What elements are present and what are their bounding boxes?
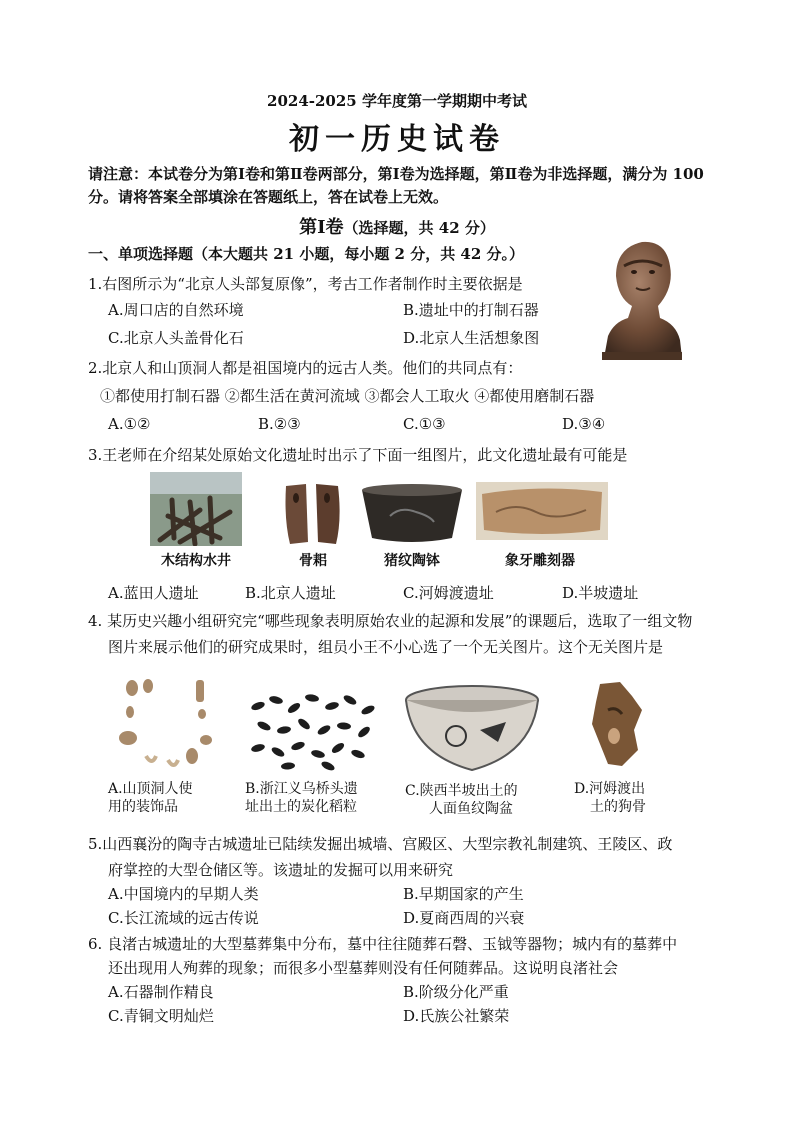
q5-stem-line1: 5.山西襄汾的陶寺古城遗址已陆续发掘出城墙、宫殿区、大型宗教礼制建筑、王陵区、政 xyxy=(88,835,673,853)
part-heading: 一、单项选择题（本大题共 21 小题，每小题 2 分，共 42 分。） xyxy=(88,245,525,263)
q5-option-c: C.长江流域的远古传说 xyxy=(108,909,259,927)
carbonized-rice-image xyxy=(244,686,382,772)
q2-items: ①都使用打制石器 ②都生活在黄河流域 ③都会人工取火 ④都使用磨制石器 xyxy=(100,387,595,405)
q3-caption-bowl: 猪纹陶钵 xyxy=(384,553,440,569)
q6-stem-line1: 6. 良渚古城遗址的大型墓葬集中分布，墓中往往随葬石磬、玉钺等器物；城内有的墓葬中 xyxy=(88,935,678,953)
peking-man-bust-image xyxy=(600,236,684,360)
section-title-text: 第Ⅰ卷 xyxy=(299,217,344,238)
q4-stem-line1: 4. 某历史兴趣小组研究完“哪些现象表明原始农业的起源和发展”的课题后，选取了一组文物 xyxy=(88,612,693,630)
pig-pottery-bowl-image xyxy=(360,482,464,546)
q3-option-a: A.蓝田人遗址 xyxy=(108,584,199,602)
q4-caption-a-line2: 用的装饰品 xyxy=(108,799,178,815)
q4-caption-d-line1: D.河姆渡出 xyxy=(574,781,646,797)
q3-caption-ivory: 象牙雕刻器 xyxy=(505,553,575,569)
q4-caption-b-line1: B.浙江义乌桥头遗 xyxy=(245,781,358,797)
q5-option-a: A.中国境内的早期人类 xyxy=(108,885,259,903)
q2-option-b: B.②③ xyxy=(258,415,301,433)
q5-option-d: D.夏商西周的兴衰 xyxy=(403,909,525,927)
q3-stem: 3.王老师在介绍某处原始文化遗址时出示了下面一组图片，此文化遗址最有可能是 xyxy=(88,446,628,464)
q1-stem: 1.右图所示为“北京人头部复原像”，考古工作者制作时主要依据是 xyxy=(88,275,523,293)
q4-caption-c-line1: C.陕西半坡出土的 xyxy=(405,783,518,799)
q4-caption-b xyxy=(245,780,358,816)
q4-caption-a-line1: A.山顶洞人使 xyxy=(108,781,193,797)
q4-stem-line2: 图片来展示他们的研究成果时，组员小王不小心选了一个无关图片。这个无关图片是 xyxy=(108,638,664,656)
bone-spade-image xyxy=(280,480,346,546)
q6-option-c: C.青铜文明灿烂 xyxy=(108,1007,214,1025)
q2-option-a: A.①② xyxy=(108,415,151,433)
q5-stem-line2: 府掌控的大型仓储区等。该遗址的发掘可以用来研究 xyxy=(108,861,454,879)
q1-option-a: A.周口店的自然环境 xyxy=(108,301,244,319)
ornaments-image xyxy=(112,676,218,774)
q3-caption-well: 木结构水井 xyxy=(161,553,231,569)
exam-title: 初一历史试卷 xyxy=(289,122,505,157)
q3-caption-spade: 骨耜 xyxy=(299,553,327,569)
q3-option-d: D.半坡遗址 xyxy=(562,584,639,602)
exam-subtitle: 2024-2025 学年度第一学期期中考试 xyxy=(267,92,527,110)
fish-face-basin-image xyxy=(402,684,542,774)
q1-option-b: B.遗址中的打制石器 xyxy=(403,301,539,319)
dog-bone-image xyxy=(586,680,646,768)
q6-option-d: D.氏族公社繁荣 xyxy=(403,1007,510,1025)
q1-option-c: C.北京人头盖骨化石 xyxy=(108,329,244,347)
q2-option-d: D.③④ xyxy=(562,415,606,433)
q3-option-c: C.河姆渡遗址 xyxy=(403,584,494,602)
q5-option-b: B.早期国家的产生 xyxy=(403,885,524,903)
q6-stem-line2: 还出现用人殉葬的现象；而很多小型墓葬则没有任何随葬品。这说明良渚社会 xyxy=(108,959,619,977)
exam-notice: 请注意：本试卷分为第Ⅰ卷和第Ⅱ卷两部分，第Ⅰ卷为选择题，第Ⅱ卷为非选择题，满分为 100 分。请将答案全部填涂在答题纸上，答在试卷上无效。 xyxy=(88,165,704,206)
q2-option-c: C.①③ xyxy=(403,415,446,433)
q4-caption-b-line2: 址出土的炭化稻粒 xyxy=(245,799,357,815)
q6-option-b: B.阶级分化严重 xyxy=(403,983,509,1001)
q3-option-b: B.北京人遗址 xyxy=(245,584,336,602)
q6-option-a: A.石器制作精良 xyxy=(108,983,214,1001)
q2-stem: 2.北京人和山顶洞人都是祖国境内的远古人类。他们的共同点有： xyxy=(88,359,523,377)
ivory-carving-image xyxy=(476,482,608,540)
q1-option-d: D.北京人生活想象图 xyxy=(403,329,540,347)
section-note: （选择题，共 42 分） xyxy=(343,219,495,237)
wooden-well-image xyxy=(150,472,242,546)
q4-caption-c-line2: 人面鱼纹陶盆 xyxy=(429,801,513,817)
q4-caption-d-line2: 土的狗骨 xyxy=(590,799,646,815)
q4-caption-d xyxy=(574,780,646,816)
q4-caption-c xyxy=(405,782,518,818)
q4-caption-a xyxy=(108,780,193,816)
